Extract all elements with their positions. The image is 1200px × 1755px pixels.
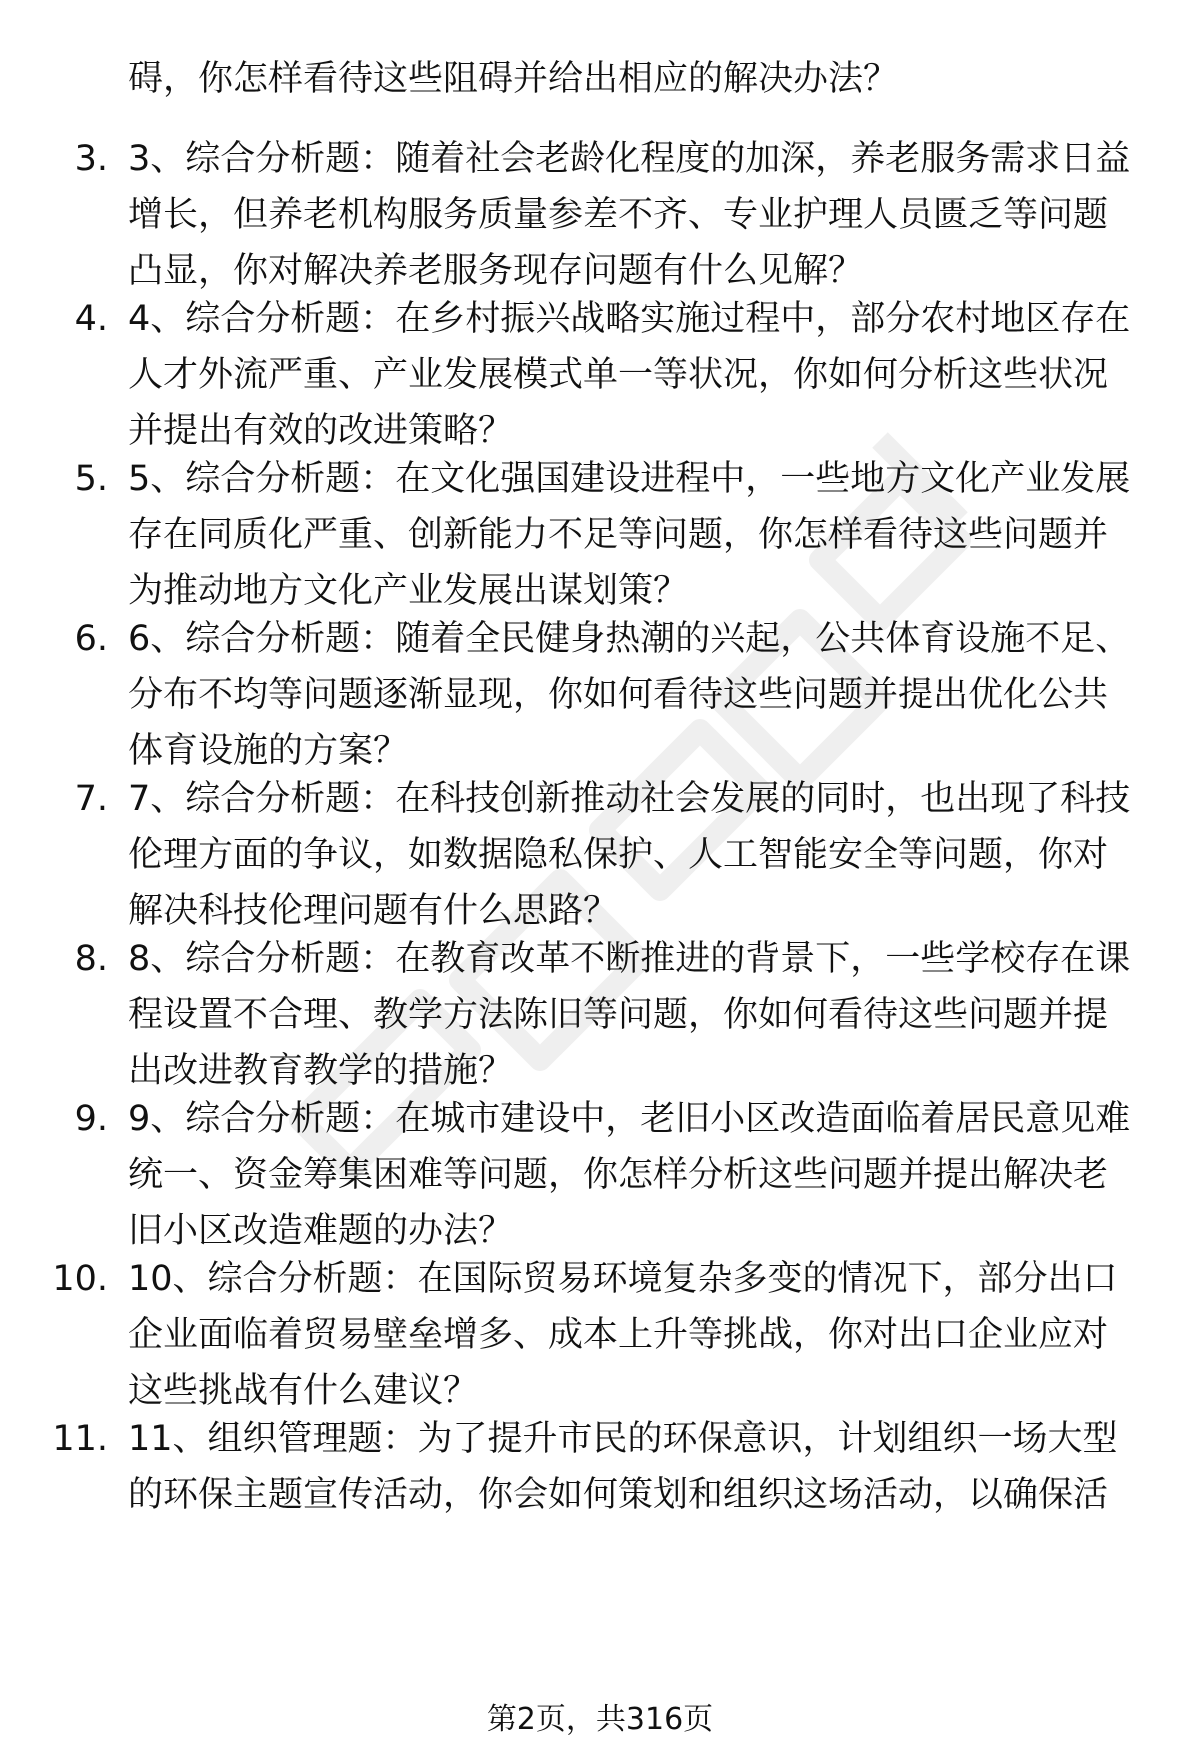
question-text-line: 存在同质化严重、创新能力不足等问题，你怎样看待这些问题并	[128, 515, 1109, 555]
question-text-line: 出改进教育教学的措施？	[128, 1051, 514, 1091]
item-number: 3.	[74, 139, 108, 179]
item-number: 8.	[74, 939, 108, 979]
item-number: 9.	[74, 1099, 108, 1139]
page-footer: 第2页，共316页	[486, 1702, 714, 1737]
question-text-line: 6、综合分析题：随着全民健身热潮的兴起，公共体育设施不足、	[128, 619, 1131, 659]
item-number: 11.	[52, 1419, 108, 1459]
question-text-line: 7、综合分析题：在科技创新推动社会发展的同时，也出现了科技	[128, 779, 1131, 819]
question-text-line: 企业面临着贸易壁垒增多、成本上升等挑战，你对出口企业应对	[128, 1315, 1109, 1355]
question-text-line: 8、综合分析题：在教育改革不断推进的背景下，一些学校存在课	[128, 939, 1131, 979]
question-text-line: 11、组织管理题：为了提升市民的环保意识，计划组织一场大型	[128, 1419, 1118, 1459]
question-text-line: 增长，但养老机构服务质量参差不齐、专业护理人员匮乏等问题	[128, 195, 1109, 235]
item-number: 6.	[74, 619, 108, 659]
question-text-line: 这些挑战有什么建议？	[128, 1371, 479, 1411]
question-text-line: 旧小区改造难题的办法？	[128, 1211, 514, 1251]
item-number: 7.	[74, 779, 108, 819]
question-text-line: 程设置不合理、教学方法陈旧等问题，你如何看待这些问题并提	[128, 995, 1109, 1035]
question-text-line: 3、综合分析题：随着社会老龄化程度的加深，养老服务需求日益	[128, 139, 1131, 179]
question-text-line: 伦理方面的争议，如数据隐私保护、人工智能安全等问题，你对	[128, 835, 1109, 875]
continuation-line: 碍，你怎样看待这些阻碍并给出相应的解决办法？	[128, 59, 899, 99]
question-text-line: 人才外流严重、产业发展模式单一等状况，你如何分析这些状况	[128, 355, 1109, 395]
question-text-line: 凸显，你对解决养老服务现存问题有什么见解？	[128, 251, 864, 291]
question-text-line: 解决科技伦理问题有什么思路？	[128, 891, 619, 931]
question-text-line: 4、综合分析题：在乡村振兴战略实施过程中，部分农村地区存在	[128, 299, 1131, 339]
question-text-line: 为推动地方文化产业发展出谋划策？	[128, 571, 689, 611]
question-text-line: 的环保主题宣传活动，你会如何策划和组织这场活动，以确保活	[128, 1475, 1109, 1515]
item-number: 10.	[52, 1259, 108, 1299]
question-text-line: 分布不均等问题逐渐显现，你如何看待这些问题并提出优化公共	[128, 675, 1109, 715]
item-number: 5.	[74, 459, 108, 499]
question-text-line: 5、综合分析题：在文化强国建设进程中，一些地方文化产业发展	[128, 459, 1131, 499]
question-text-line: 并提出有效的改进策略？	[128, 411, 514, 451]
question-text-line: 10、综合分析题：在国际贸易环境复杂多变的情况下，部分出口	[128, 1259, 1118, 1299]
question-text-line: 9、综合分析题：在城市建设中，老旧小区改造面临着居民意见难	[128, 1099, 1131, 1139]
question-text-line: 统一、资金筹集困难等问题，你怎样分析这些问题并提出解决老	[128, 1155, 1109, 1195]
question-text-line: 体育设施的方案？	[128, 731, 409, 771]
item-number: 4.	[74, 299, 108, 339]
